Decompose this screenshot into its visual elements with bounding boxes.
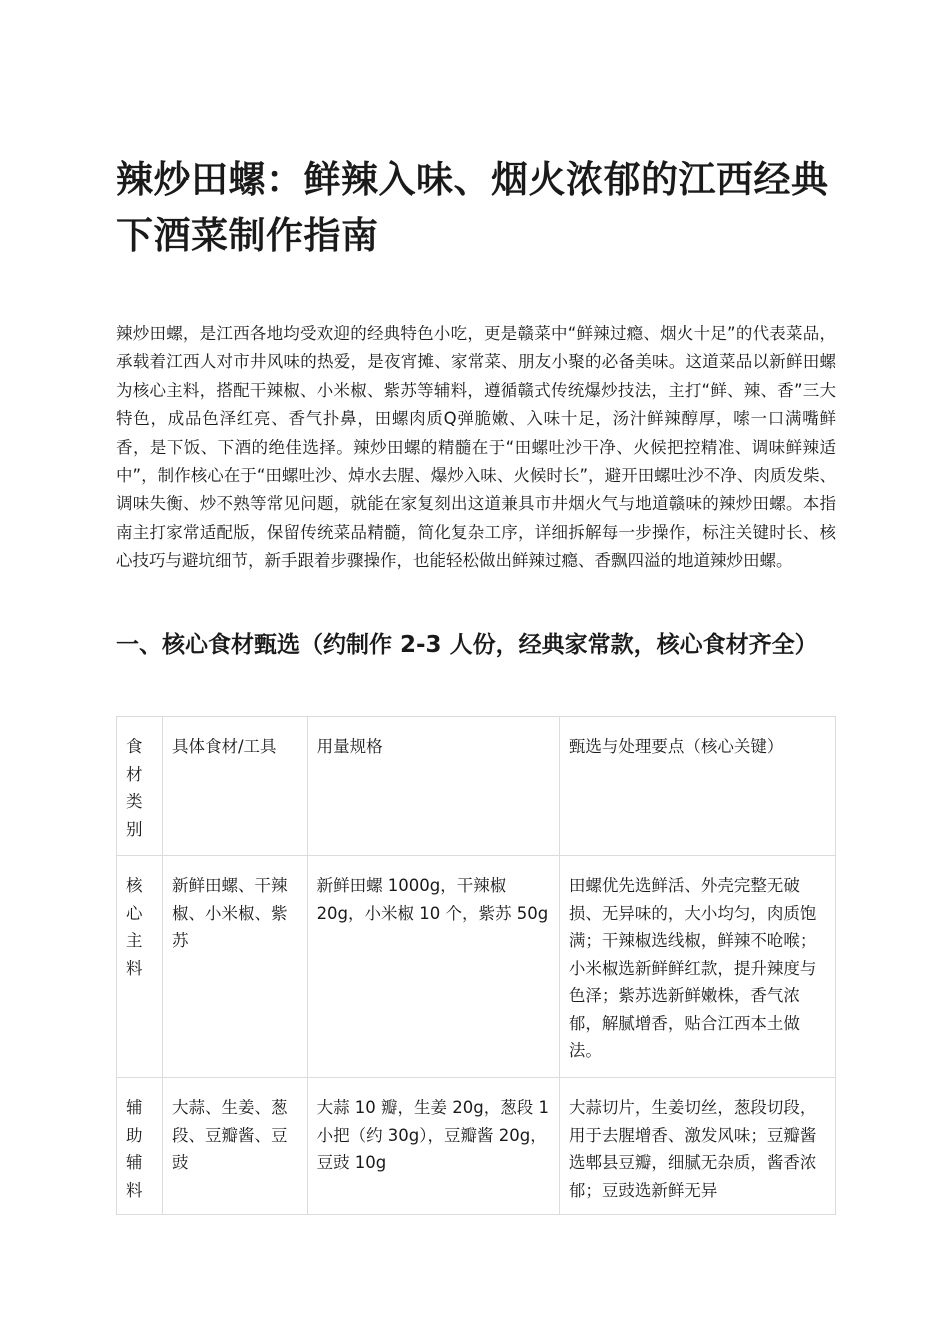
header-cell: 用量规格 — [307, 717, 559, 856]
header-cell: 食材类别 — [117, 717, 163, 856]
table-cell: 大蒜、生姜、葱段、豆瓣酱、豆豉 — [162, 1078, 307, 1215]
table-cell: 新鲜田螺、干辣椒、小米椒、紫苏 — [162, 856, 307, 1078]
ingredients-table — [116, 716, 836, 1215]
table-row — [117, 1078, 836, 1215]
table-header-row — [117, 717, 836, 856]
table-cell: 新鲜田螺 1000g，干辣椒 20g，小米椒 10 个，紫苏 50g — [307, 856, 559, 1078]
table-cell: 辅助辅料 — [117, 1078, 163, 1215]
header-cell: 甄选与处理要点（核心关键） — [559, 717, 835, 856]
table-cell: 大蒜 10 瓣，生姜 20g，葱段 1 小把（约 30g），豆瓣酱 20g，豆豉 10g — [307, 1078, 559, 1215]
section-heading: 一、核心食材甄选（约制作 2-3 人份，经典家常款，核心食材齐全） — [116, 632, 818, 658]
table-cell: 田螺优先选鲜活、外壳完整无破损、无异味的，大小均匀，肉质饱满；干辣椒选线椒，鲜辣不呛喉；小米椒选新鲜鲜红款，提升辣度与色泽；紫苏选新鲜嫩株，香气浓郁，解腻增香，贴合江西本土做法。 — [559, 856, 835, 1078]
intro-paragraph: 辣炒田螺，是江西各地均受欢迎的经典特色小吃，更是赣菜中“鲜辣过瘾、烟火十足”的代表菜品，承载着江西人对市井风味的热爱，是夜宵摊、家常菜、朋友小聚的必备美味。这道菜品以新鲜田螺为核心主料，搭配干辣椒、小米椒、紫苏等辅料，遵循赣式传统爆炒技法，主打“鲜、辣、香”三大特色，成品色泽红亮、香气扑鼻，田螺肉质Q弹脆嫩、入味十足，汤汁鲜辣醇厚，嗦一口满嘴鲜香，是下饭、下酒的绝佳选择。辣炒田螺的精髓在于“田螺吐沙干净、火候把控精准、调味鲜辣适中”，制作核心在于“田螺吐沙、焯水去腥、爆炒入味、火候时长”，避开田螺吐沙不净、肉质发柴、调味失衡、炒不熟等常见问题，就能在家复刻出这道兼具市井烟火气与地道赣味的辣炒田螺。本指南主打家常适配版，保留传统菜品精髓，简化复杂工序，详细拆解每一步操作，标注关键时长、核心技巧与避坑细节，新手跟着步骤操作，也能轻松做出鲜辣过瘾、香飘四溢的地道辣炒田螺。 — [116, 324, 836, 571]
page-title: 辣炒田螺：鲜辣入味、烟火浓郁的江西经典下酒菜制作指南 — [116, 158, 829, 257]
table-cell: 核心主料 — [117, 856, 163, 1078]
header-cell: 具体食材/工具 — [162, 717, 307, 856]
table-row — [117, 856, 836, 1078]
table-cell: 大蒜切片，生姜切丝，葱段切段，用于去腥增香、激发风味；豆瓣酱选郫县豆瓣，细腻无杂质，酱香浓郁；豆豉选新鲜无异 — [559, 1078, 835, 1215]
